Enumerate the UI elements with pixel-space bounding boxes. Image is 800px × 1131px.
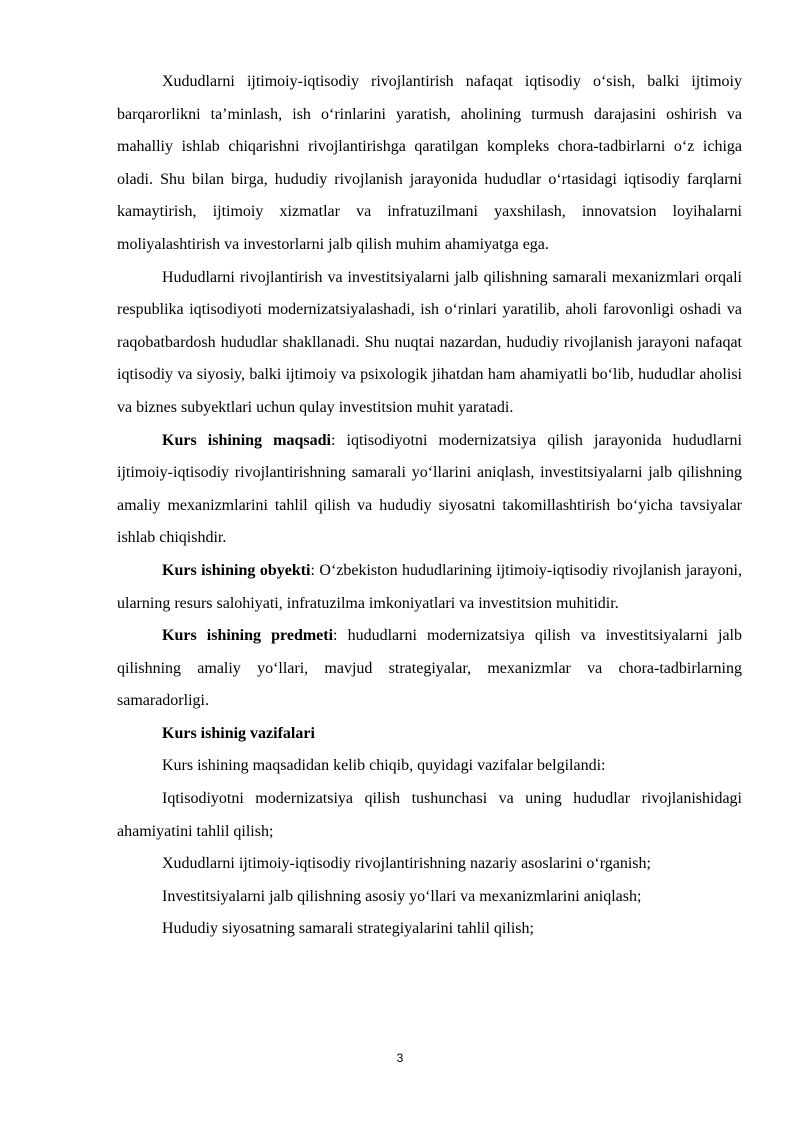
- tasks-heading: [117, 718, 742, 751]
- paragraph-intro: Xududlarni ijtimoiy-iqtisodiy rivojlantirish nafaqat iqtisodiy o‘sish, balki ijtimoiy barqarorlikni taʼminlash, ish o‘rinlarini yaratish, aholining turmush darajasini oshirish va mahalliy ishlab chiqarishni rivojlantirishga qaratilgan kompleks chora-tadbirlarni o‘z ichiga oladi. Shu bilan birga, hududiy rivojlanish jarayonida hududlar o‘rtasidagi iqtisodiy farqlarni kamaytirish, ijtimoiy xizmatlar va infratuzilmani yaxshilash, innovatsion loyihalarni moliyalashtirish va investorlarni jalb qilish muhim ahamiyatga ega.: [117, 73, 742, 253]
- object-text: : O‘zbekiston hududlarining ijtimoiy-iqtisodiy rivojlanish jarayoni, ularning resurs salohiyati, infratuzilma imkoniyatlari va investitsion muhitidir.: [117, 561, 743, 612]
- subject-text: : hududlarni modernizatsiya qilish va investitsiyalarni jalb qilishning amaliy yo‘llari, mavjud strategiyalar, mexanizmlar va chora-tadbirlarning samaradorligi.: [117, 627, 742, 710]
- tasks-heading-text: Kurs ishinig vazifalari: [162, 724, 315, 742]
- page-number: 3: [396, 1051, 404, 1065]
- paragraph-goal: [117, 425, 742, 555]
- paragraph-investment: Hududlarni rivojlantirish va investitsiyalarni jalb qilishning samarali mexanizmlari orqali respublika iqtisodiyoti modernizatsiyalashadi, ish o‘rinlari yaratilib, aholi farovonligi oshadi va raqobatbardosh hududlar shakllanadi. Shu nuqtai nazardan, hududiy rivojlanish jarayoni nafaqat iqtisodiy va siyosiy, balki ijtimoiy va psixologik jihatdan ham ahamiyatli bo‘lib, hududlar aholisi va biznes subyektlari uchun qulay investitsion muhit yaratadi.: [117, 268, 742, 416]
- goal-label: Kurs ishining maqsadi: [162, 431, 331, 449]
- task-item-1: Iqtisodiyotni modernizatsiya qilish tushunchasi va uning hududlar rivojlanishidagi ahamiyatini tahlil qilish;: [117, 790, 742, 840]
- task-item-2: Xududlarni ijtimoiy-iqtisodiy rivojlantirishning nazariy asoslarini o‘rganish;: [162, 855, 651, 873]
- subject-label: Kurs ishining predmeti: [162, 627, 334, 645]
- object-label: Kurs ishining obyekti: [162, 561, 311, 579]
- paragraph-subject: [117, 620, 742, 718]
- paragraph-object: [117, 555, 742, 620]
- tasks-intro: Kurs ishining maqsadidan kelib chiqib, quyidagi vazifalar belgilandi:: [162, 757, 606, 775]
- task-item-4: Hududiy siyosatning samarali strategiyalarini tahlil qilish;: [162, 920, 534, 938]
- task-item-3: Investitsiyalarni jalb qilishning asosiy yo‘llari va mexanizmlarini aniqlash;: [162, 887, 642, 905]
- page-body: [117, 66, 742, 946]
- goal-text: : iqtisodiyotni modernizatsiya qilish jarayonida hududlarni ijtimoiy-iqtisodiy rivojlantirishning samarali yo‘llarini aniqlash, investitsiyalarni jalb qilishning amaliy mexanizmlarini tahlil qilish va hududiy siyosatni takomillashtirish bo‘yicha tavsiyalar ishlab chiqishdir.: [117, 431, 742, 547]
